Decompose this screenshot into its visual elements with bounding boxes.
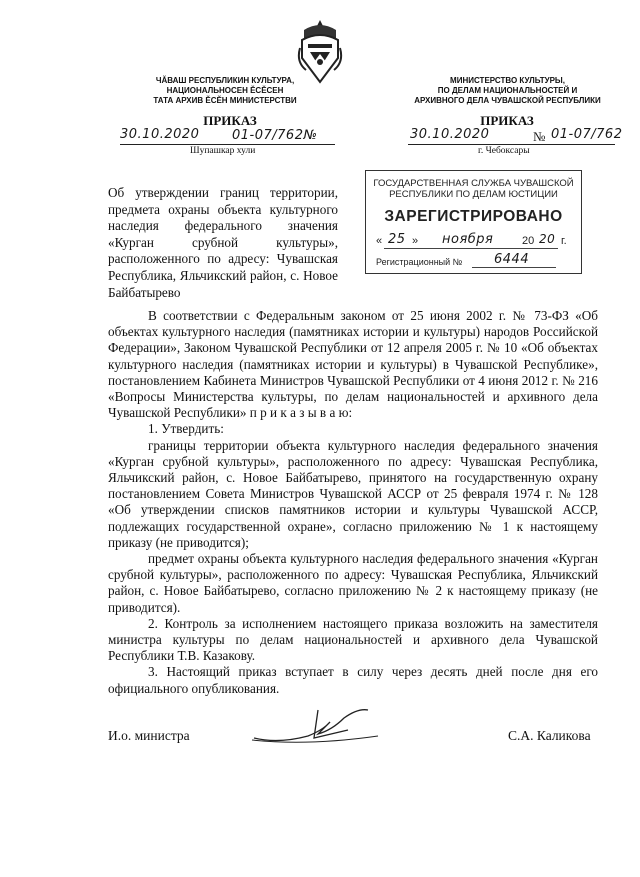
body-paragraph-preamble: В соответствии с Федеральным законом от 25 июня 2002 г. № 73-ФЗ «Об объектах культурного наследия (памятниках истории и культуры) народов Российской Федерации», Законом Чувашской Республики от 12 апреля 2005 г. № 10 «Об объектах культурного наследия (памятниках истории и культуры) в Чувашской Республике», постановлением Кабинета Министров Чувашской Республики от 4 июня 2012 г. № 216 «Вопросы Министерства культуры, по делам национальностей и архивного дела Чувашской Республики» п р и к а з ы в а ю: (108, 308, 598, 421)
header-right-line: ПО ДЕЛАМ НАЦИОНАЛЬНОСТЕЙ И (437, 86, 578, 95)
stamp-reg-row (376, 252, 576, 271)
handwritten-signature (248, 700, 388, 748)
stamp-date-underline (384, 248, 558, 249)
stamp-year-unit: г. (561, 235, 567, 247)
left-date-line (120, 144, 335, 145)
right-number-sign: № (533, 129, 546, 144)
header-right-ministry (400, 76, 615, 106)
registration-stamp (365, 170, 582, 274)
order-subject: Об утверждении границ территории, предмета охраны объекта культурного наследия федерального значения «Курган срубной культуры», расположенного по адресу: Чувашская Республика, Яльчикский район, с. Новое Байбатырево (108, 185, 338, 300)
header-left-line: ТАТА АРХИВ ĔCĔH МИНИСТЕРСТВИ (153, 96, 297, 105)
stamp-date-row (376, 233, 576, 251)
order-title-left: ПРИКАЗ (203, 113, 257, 128)
header-left-ministry (140, 76, 310, 106)
stamp-quote-open: « (376, 235, 383, 247)
header-left-line: НАЦИОНАЛЬНОСЕН ĔСĔСЕН (166, 86, 284, 95)
left-city: Шупашкар хули (190, 146, 256, 156)
header-left-line: ЧĂВАШ РЕСПУБЛИКИН КУЛЬТУРА, (155, 76, 295, 85)
body-paragraph-item-1: 1. Утвердить: (148, 421, 224, 437)
right-order-date: 30.10.2020 (410, 127, 490, 142)
stamp-reg-label: Регистрационный № (376, 257, 463, 267)
body-paragraph-protection: предмет охраны объекта культурного наследия федерального значения «Курган срубной культуры», расположенного по адресу: Чувашская Республика, Яльчикский район, с. Новое Байбатырево, согласно приложению № 2 к настоящему приказу (не приводится). (108, 551, 598, 615)
signatory-position: И.о. министра (108, 728, 190, 743)
right-date-line (408, 144, 615, 145)
stamp-year-suffix: 20 (539, 232, 556, 246)
signatory-name: С.А. Каликова (508, 728, 591, 743)
body-paragraph-item-2: 2. Контроль за исполнением настоящего приказа возложить на заместителя министра культуры по делам национальностей и архивного дела Чувашской Республики Т.В. Казакову. (108, 615, 598, 664)
left-order-date: 30.10.2020 (120, 127, 200, 142)
stamp-reg-underline (472, 267, 556, 268)
stamp-year-prefix: 20 (522, 235, 535, 247)
right-order-number: 01-07/762 (551, 127, 623, 142)
stamp-status: ЗАРЕГИСТРИРОВАНО (384, 208, 563, 225)
order-body (108, 308, 598, 697)
stamp-reg-number: 6444 (494, 252, 530, 267)
body-paragraph-territory: границы территории объекта культурного наследия федерального значения «Курган срубной культуры», расположенного по адресу: Чувашская Республика, Яльчикский район, с. Новое Байбатырево, принятого на государственную охрану постановлением Совета Министров Чувашской АССР от 25 февраля 1974 г. № 128 «Об утверждении списков памятников истории и культуры Чувашской АССР, подлежащих государственной охране», согласно приложению № 1 к настоящему приказу (не приводится); (108, 437, 598, 550)
body-paragraph-item-3: 3. Настоящий приказ вступает в силу через десять дней после дня его официального опубликования. (108, 664, 598, 696)
stamp-agency-line: ГОСУДАРСТВЕННАЯ СЛУЖБА ЧУВАШСКОЙ (373, 178, 574, 189)
left-order-number: 01-07/762№ (232, 128, 318, 143)
coat-of-arms-emblem (296, 18, 344, 84)
header-right-line: АРХИВНОГО ДЕЛА ЧУВАШСКОЙ РЕСПУБЛИКИ (414, 96, 601, 105)
right-city: г. Чебоксары (478, 146, 530, 156)
stamp-agency-line: РЕСПУБЛИКИ ПО ДЕЛАМ ЮСТИЦИИ (389, 189, 558, 200)
stamp-day: 25 (388, 232, 406, 247)
stamp-quote-close: » (412, 235, 419, 247)
header-right-line: МИНИСТЕРСТВО КУЛЬТУРЫ, (450, 76, 565, 85)
order-title-right: ПРИКАЗ (480, 113, 534, 128)
stamp-month: ноября (442, 232, 494, 247)
